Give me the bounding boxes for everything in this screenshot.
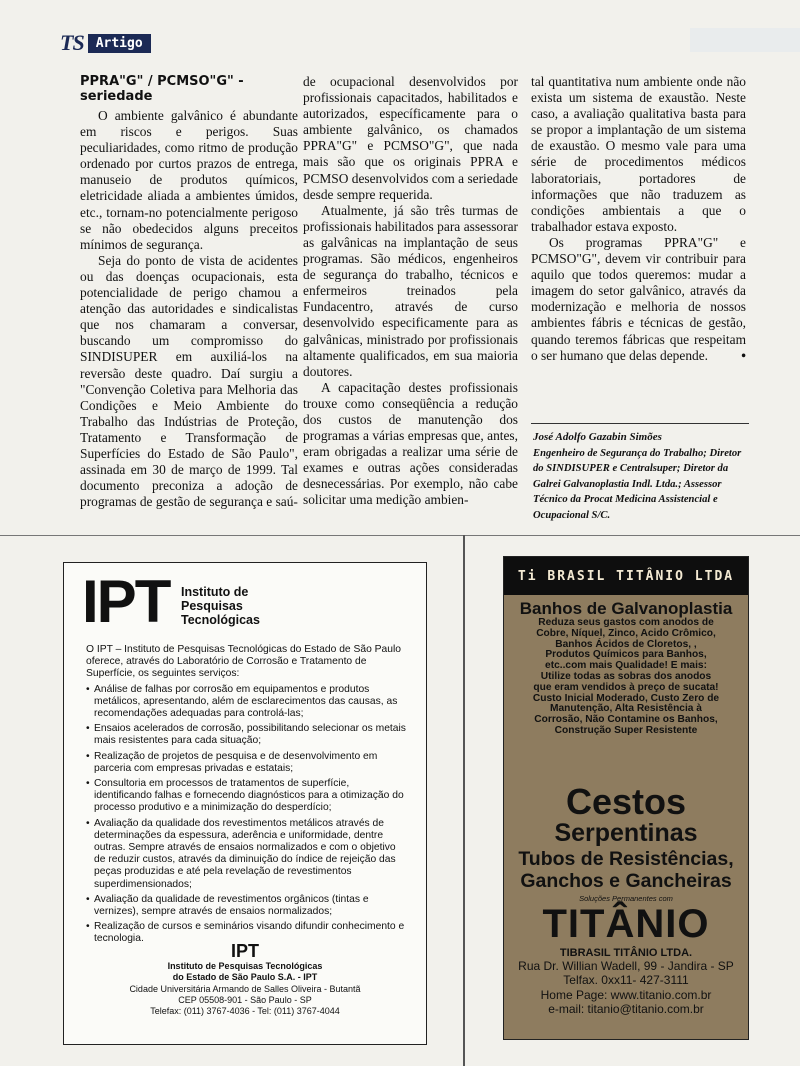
author-name: José Adolfo Gazabin Simões — [533, 431, 662, 443]
ipt-logo: IPT — [82, 568, 170, 635]
ipt-intro: O IPT – Instituto de Pesquisas Tecnológicas do Estado de São Paulo oferece, através do Laboratório de Corrosão e Tratamento de Superfície, os seguintes serviços: — [86, 644, 402, 680]
titanio-advertisement — [503, 556, 749, 1040]
ipt-sig-line: Instituto de Pesquisas Tecnológicas — [167, 961, 323, 971]
paragraph: de ocupacional desenvolvidos por profissionais capacitados, habilitados e autorizados, específicamente para o ambiente galvânico, os chamados PPRA"G" e PCMSO"G", que nada mais são que os originais PPRA e PCMSO desenvolvidos com a seriedade desde sempre requerida. — [303, 74, 518, 202]
author-divider — [531, 423, 749, 424]
paragraph: tal quantitativa num ambiente onde não exista um sistema de exaustão. Neste caso, a avaliação qualitativa basta para se propor a implantação de um sistema de exaustão. O mesmo vale para uma série de procedimentos médicos laboratoriais, portadores de informações que não traduzem as condições ambientais a que o trabalhador estava exposto. — [531, 74, 746, 234]
titanio-banner: Ti BRASIL TITÂNIO LTDA — [504, 557, 748, 595]
heading-line-2: seriedade — [80, 89, 153, 104]
horizontal-divider — [0, 535, 800, 536]
ipt-sig-line: CEP 05508-901 - São Paulo - SP — [178, 994, 312, 1005]
list-item: • Avaliação da qualidade de revestimentos orgânicos (tintas e vernizes), sempre através de ensaios normalizados; — [86, 894, 406, 918]
list-item: • Realização de projetos de pesquisa e de desenvolvimento em parceria com empresas privadas e estatais; — [86, 751, 406, 775]
ipt-sig-line: Telefax: (011) 3767-4036 - Tel: (011) 3767-4044 — [150, 1006, 340, 1017]
article-heading — [80, 74, 298, 104]
paragraph: Seja do ponto de vista de acidentes ou das doenças ocupacionais, esta potencialidade de perigo chamou a atenção das autoridades e sindicalistas que nos chamaram a conversar, buscando um compromisso do SINDISUPER em auxiliá-los na reversão deste quadro. Daí surgiu a "Convenção Coletiva para Melhoria das Condições e Meio Ambiente do Trabalho das Indústrias de Proteção, Tratamento e Transformação de Superfícies do Estado de São Paulo", assinada em 30 de março de 1999. Tal documento preconiza a adoção de programas de gestão de segurança e saú- — [80, 252, 298, 510]
article-column-3 — [531, 74, 746, 364]
ipt-small-logo: IPT — [230, 941, 259, 961]
titanio-tubos: Tubos de Resistências, — [518, 848, 734, 870]
author-description: Engenheiro de Segurança do Trabalho; Diretor do SINDISUPER e Centralsuper; Diretor da Galrei Galvanoplastia Indl. Ltda.; Assessor Técnico da Procat Medicina Assistencial e Ocupacional S/C. — [533, 447, 742, 521]
section-label: Artigo — [88, 34, 151, 53]
list-item: • Consultoria em processos de tratamentos de superfície, identificando falhas e fornecendo diagnósticos para a otimização do processo produtivo e a minimização do desperdício; — [86, 778, 406, 815]
titanio-wordmark: TITÂNIO — [542, 902, 710, 946]
titanio-cestos: Cestos — [565, 781, 687, 822]
titanio-description: Reduza seus gastos com anodos de Cobre, Níquel, Zinco, Acido Crômico, Banhos Ácidos de Cloretos, , Produtos Químicos para Banhos, etc..com mais Qualidade! E mais: Utilize todas as sobras dos anodos que eram vendidos à preço de sucata! Custo Inicial Moderado, Custo Zero de Manutenção, Alta Resistência à Corrosão, Não Contamine os Banhos, Construção Super Resistente — [532, 617, 720, 736]
paragraph: A capacitação destes profissionais trouxe como conseqüência a redução dos custos de manutenção dos programas a várias empresas que, antes, eram obrigadas a realizar uma série de exames e outras ações consideradas desnecessárias. Por exemplo, não cabe solicitar uma medição ambien- — [303, 379, 518, 508]
vertical-divider — [463, 535, 465, 1066]
author-block — [533, 430, 751, 524]
page-header — [60, 32, 151, 54]
titanio-telfax: Telfax. 0xx11- 427-3111 — [563, 973, 689, 988]
ipt-body — [86, 644, 406, 949]
ipt-advertisement — [63, 562, 427, 1045]
ipt-sig-line: Cidade Universitária Armando de Salles Oliveira - Butantã — [129, 983, 361, 994]
ipt-signature — [64, 941, 426, 1017]
end-mark: • — [741, 347, 746, 363]
list-item: • Ensaios acelerados de corrosão, possibilitando selecionar os metais mais resistentes para cada situação; — [86, 723, 406, 747]
list-item: • Realização de cursos e seminários visando difundir conhecimento e tecnologia. — [86, 921, 406, 945]
titanio-serpentinas: Serpentinas — [554, 819, 698, 847]
article-column-1 — [80, 74, 298, 510]
list-item: • Análise de falhas por corrosão em equipamentos e produtos metálicos, apresentando, além de esclarecimentos das causas, as recomendações adequadas para controlá-las; — [86, 684, 406, 721]
titanio-address: Rua Dr. Willian Wadell, 99 - Jandira - SP — [518, 959, 734, 973]
ipt-services-list — [86, 684, 406, 946]
titanio-company: TIBRASIL TITÂNIO LTDA. — [559, 947, 693, 959]
magazine-logo: TS — [60, 30, 84, 55]
article-column-2 — [303, 74, 518, 509]
titanio-homepage[interactable]: Home Page: www.titanio.com.br — [540, 987, 712, 1002]
paragraph — [531, 235, 746, 364]
list-item: • Avaliação da qualidade dos revestimentos metálicos através de determinações da espessura, aderência e uniformidade, dentre outras. Sempre através de ensaios normalizados e com o objetivo de reduzir custos, através da diminuição do índice de rejeição das peças produzidas e até pela revelação de revestimentos superdimensionados; — [86, 818, 406, 891]
bleed-through-shadow — [690, 28, 800, 52]
heading-line-1: PPRA"G" / PCMSO"G" - — [80, 74, 244, 89]
ipt-sig-line: do Estado de São Paulo S.A. - IPT — [172, 972, 318, 983]
ipt-name: Instituto de Pesquisas Tecnológicas — [181, 585, 260, 627]
paragraph-text: Os programas PPRA"G" e PCMSO"G", devem vir contribuir para aquilo que todos queremos: mudar a imagem do setor galvânico, através da modernização e melhoria de nossos ambientes fábris e técnicas de gestão, quando teremos fábricas que respeitam o ser humano que delas depende. — [531, 234, 746, 363]
paragraph: Atualmente, já são três turmas de profissionais habilitados para assessorar as galvânicas na implantação de seus programas. São médicos, engenheiros de segurança do trabalho, técnicos e enfermeiros treinados pela Fundacentro, através de curso desenvolvido especificamente para as galvânicas, ministrado por profissionais altamente qualificados, em sua maioria doutores. — [303, 202, 518, 379]
paragraph: O ambiente galvânico é abundante em riscos e perigos. Suas peculiaridades, como ritmo de produção ordenado por curtos prazos de entrega, manuseio de produtos químicos, eletricidade aliada a ambientes úmidos, etc., tornam-no potencialmente perigoso se não obedecidos alguns preceitos mínimos de segurança. — [80, 108, 298, 252]
titanio-title: Banhos de Galvanoplastia — [519, 599, 733, 618]
titanio-ganchos: Ganchos e Gancheiras — [520, 870, 732, 892]
titanio-solucoes: Soluções Permanentes com — [579, 894, 673, 903]
titanio-email[interactable]: e-mail: titanio@titanio.com.br — [548, 1002, 704, 1017]
titanio-contact — [504, 959, 748, 1017]
